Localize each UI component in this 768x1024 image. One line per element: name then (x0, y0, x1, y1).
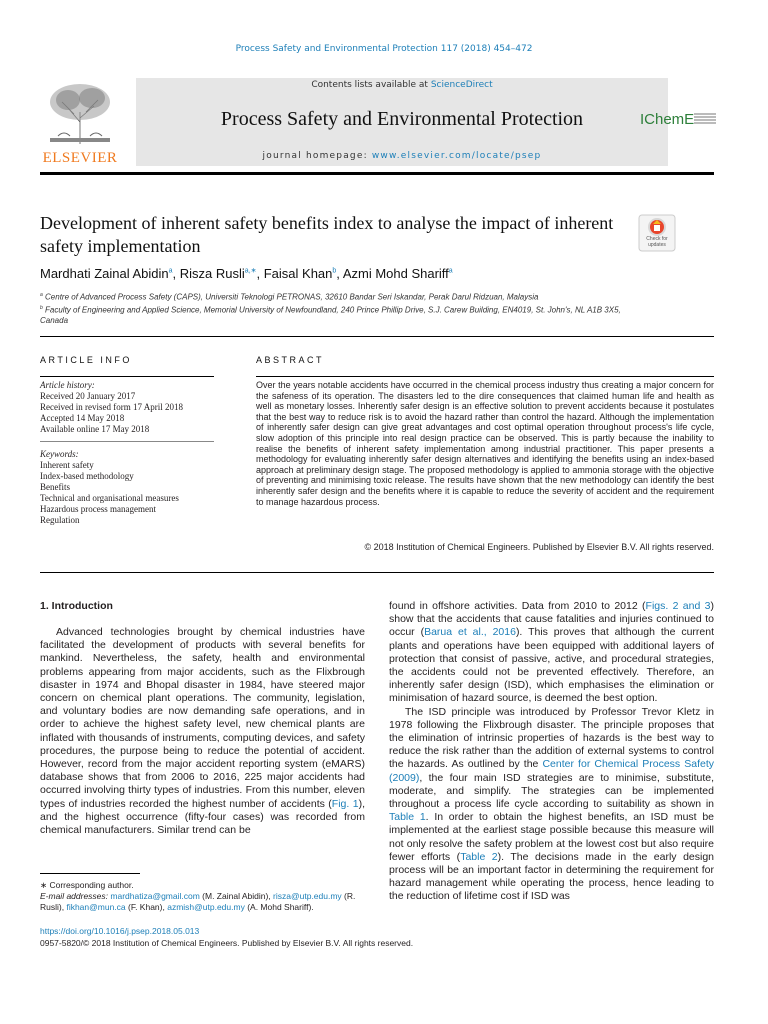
affiliation-text: Faculty of Engineering and Applied Science, Memorial University of Newfoundland, 240 Prince Phillip Drive, S.J. Carew Building, EN4019, St. John's, NL A1B 3X5, Canada (40, 305, 621, 326)
email-link[interactable]: risza@utp.edu.my (273, 891, 342, 901)
affiliation-mark: b (40, 304, 43, 311)
article-info-rule (40, 376, 214, 377)
article-title: Development of inherent safety benefits index to analyse the impact of inherent safety implementation (40, 213, 614, 256)
author-name: Risza Rusli (179, 266, 245, 281)
homepage-link[interactable]: www.elsevier.com/locate/psep (371, 151, 542, 161)
keyword-item: Regulation (40, 515, 80, 525)
masthead-rule (40, 172, 714, 175)
intro-paragraph (389, 706, 714, 904)
keywords-rule (40, 441, 214, 442)
check-for-updates-label: Check for updates (646, 236, 668, 248)
email-addresses (40, 891, 375, 913)
paragraph-text: ). This proves that although the current plants and operations have been equipped with additional layers of protection that consist of passive, active, and procedural strategies, the accidents could not be prevented effectively. Therefore, an inherently safer design (ISD), which emphasises the elimination or minimisation of hazard source, is deemed the best option. (389, 626, 714, 705)
email-owner: (R. Rusli), (40, 891, 356, 912)
author-affiliation-mark[interactable]: a (168, 267, 173, 275)
reference-link[interactable]: Center for Chemical Process Safety (2009) (389, 758, 714, 784)
article-info-heading: ARTICLE INFO (40, 355, 132, 365)
email-link[interactable]: fikhan@mun.ca (66, 902, 126, 912)
doi-link[interactable]: https://doi.org/10.1016/j.psep.2018.05.013 (40, 926, 200, 936)
keyword-item: Hazardous process management (40, 504, 156, 514)
abstract-heading: ABSTRACT (256, 355, 325, 365)
icheme-logo: IChemE (640, 111, 695, 128)
figure-link[interactable]: Figs. 2 and 3 (645, 600, 711, 612)
author-name: Azmi Mohd Shariff (342, 266, 449, 281)
paragraph-text: found in offshore activities. Data from 2010 to 2012 ( (389, 600, 646, 612)
figure-link[interactable]: Fig. 1 (331, 797, 359, 810)
section-heading-introduction: 1. Introduction (40, 600, 113, 612)
keyword-item: Benefits (40, 482, 70, 492)
history-item: Available online 17 May 2018 (40, 424, 150, 434)
table-link[interactable]: Table 1 (389, 811, 426, 824)
keyword-item: Inherent safety (40, 460, 94, 470)
section-divider (40, 336, 714, 337)
footnote (40, 880, 375, 913)
author-affiliation-mark[interactable]: a,∗ (244, 267, 257, 275)
email-label: E-mail addresses: (40, 891, 111, 901)
journal-citation[interactable]: Process Safety and Environmental Protection 117 (2018) 454–472 (235, 44, 533, 54)
table-link[interactable]: Table 2 (460, 850, 498, 863)
history-label: Article history: (40, 380, 95, 390)
journal-title: Process Safety and Environmental Protection (220, 108, 584, 130)
paragraph-text: The ISD principle was introduced by Professor Trevor Kletz in 1978 following the Flixbrough disaster. The principle proposes that the elimination of intrinsic properties of hazards is the best way to reduce the risk rather than the addition of external systems to control the hazards. As outlined by the (389, 705, 714, 771)
intro-paragraph (40, 626, 365, 837)
history-item: Received in revised form 17 April 2018 (40, 402, 183, 412)
elsevier-wordmark: ELSEVIER (42, 150, 118, 166)
abstract-text: Over the years notable accidents have occurred in the chemical process industry thus creating a major concern for the safeness of its operation. The disasters led to the dire consequences that claimed human life and health as well as monetary losses. Inherently safer design is an effective solution to prevent accidents because it postulates that the best way to reduce risk is to avoid the hazard rather than control the hazard. Although the implementation of inherently safer design can give great advantages and cost optimal operation throughout process's life cycle, slow adoption of this principle into real design practice can be observed. This is partly because the inability to realise the benefits of inherent safety implementation among industrial practitioner. This paper presents a methodology for evaluating inherently safer design alternatives and identifying the benefits using an index-based approach at preliminary design stage. The proposed methodology is applied to ammonia storage with the objective of preventing and minimising toxic release. The results have shown that the new methodology can identify the best inherently safer design and the benefits where it is capable to reduce the severity of accident and the requirement to manage hazardous process. (256, 380, 714, 507)
affiliation-mark: a (40, 292, 43, 298)
article-history (40, 380, 215, 435)
abstract-copyright: © 2018 Institution of Chemical Engineers. Published by Elsevier B.V. All rights reserved. (364, 542, 714, 552)
abstract-rule (256, 376, 714, 377)
sciencedirect-link[interactable]: ScienceDirect (430, 80, 493, 90)
paragraph-text: ). The decisions made in the early design process will be an important factor in determining the requirement for hazard management while operating the process, hence leading to the reduction of lifetime cost if ISD was (389, 850, 715, 903)
affiliation-item (40, 303, 630, 327)
affiliation-item (40, 290, 630, 303)
intro-paragraph (389, 600, 714, 706)
footnote-rule (40, 873, 140, 874)
keyword-item: Index-based methodology (40, 471, 134, 481)
journal-band (136, 78, 668, 166)
icheme-logo-tagline (694, 112, 716, 125)
affiliation-text: Centre of Advanced Process Safety (CAPS), Universiti Teknologi PETRONAS, 32610 Bandar Seri Iskandar, Perak Darul Ridzuan, Malaysia (45, 292, 539, 302)
affiliations (40, 290, 630, 326)
history-item: Accepted 14 May 2018 (40, 413, 125, 423)
keywords (40, 449, 215, 526)
reference-link[interactable]: Barua et al., 2016 (424, 626, 516, 639)
paragraph-text: , the four main ISD strategies are to minimise, substitute, moderate, and simplify. The strategies can be implemented throughout a process life cycle according to suitability as shown in (389, 771, 714, 811)
body-divider (40, 572, 714, 573)
author-affiliation-mark[interactable]: b (332, 267, 337, 275)
email-owner: (F. Khan), (125, 902, 168, 912)
email-owner: (M. Zainal Abidin), (199, 891, 274, 901)
journal-masthead (40, 78, 714, 166)
author-affiliation-mark[interactable]: a (448, 267, 453, 275)
email-link[interactable]: mardhatiza@gmail.com (110, 891, 200, 901)
keywords-label: Keywords: (40, 449, 79, 459)
author-name: Faisal Khan (263, 266, 333, 281)
author-list: Mardhati Zainal Abidin$^a$, Risza Rusli$^{a,∗}$, Faisal Khan$^b$, Azmi Mohd Shariff$^a$ (40, 266, 453, 281)
paragraph-text: . In order to obtain the highest benefits, an ISD must be implemented at the earliest stage possible because this measure will not only resolve the safety problem at the lowest cost but also require fewer efforts ( (389, 811, 714, 863)
email-link[interactable]: azmish@utp.edu.my (167, 902, 245, 912)
homepage-line (136, 151, 668, 161)
history-item: Received 20 January 2017 (40, 391, 136, 401)
right-column (389, 600, 714, 904)
homepage-prefix: journal homepage: (262, 151, 372, 161)
left-column (40, 626, 365, 837)
paragraph-text: Advanced technologies brought by chemical industries have facilitated the development of products with several benefits for mankind. Nevertheless, the safety, health and environmental problems appearing from major accidents, such as the Flixbrough disaster in 1974 and Bhopal disaster in 1984, have steered major concern on chemical plant operations. The community, legislation, and voluntary bodies are now demanding safe operations, and in order to achieve the highest safety level, new chemical plants are inflated with thousands of instruments, computing devices, and safety procedures, the purpose being to reduce the potential of accident. However, record from the major accident reporting system (eMARS) database shows that from 2006 to 2016, 225 major accidents had occurred involving thirty types of industries. From this number, eleven types of industries recorded the highest number of accidents ( (40, 626, 365, 810)
corresponding-author-note: ∗ Corresponding author. (40, 880, 134, 890)
issn-line: 0957-5820/© 2018 Institution of Chemical Engineers. Published by Elsevier B.V. All rights reserved. (40, 938, 414, 948)
contents-prefix: Contents lists available at (311, 80, 431, 90)
keyword-item: Technical and organisational measures (40, 493, 179, 503)
paragraph-text: ) show that the accidents that cause fatalities and injuries continued to occur ( (389, 600, 715, 639)
author-name: Mardhati Zainal Abidin (40, 266, 169, 281)
paragraph-text: ), and the highest occurrence (fifty-four cases) was recorded from chemical manufacturers. Similar trend can be (40, 797, 365, 837)
email-owner: (A. Mohd Shariff). (244, 902, 314, 912)
elsevier-tree-logo (40, 78, 120, 166)
contents-line (136, 80, 668, 90)
